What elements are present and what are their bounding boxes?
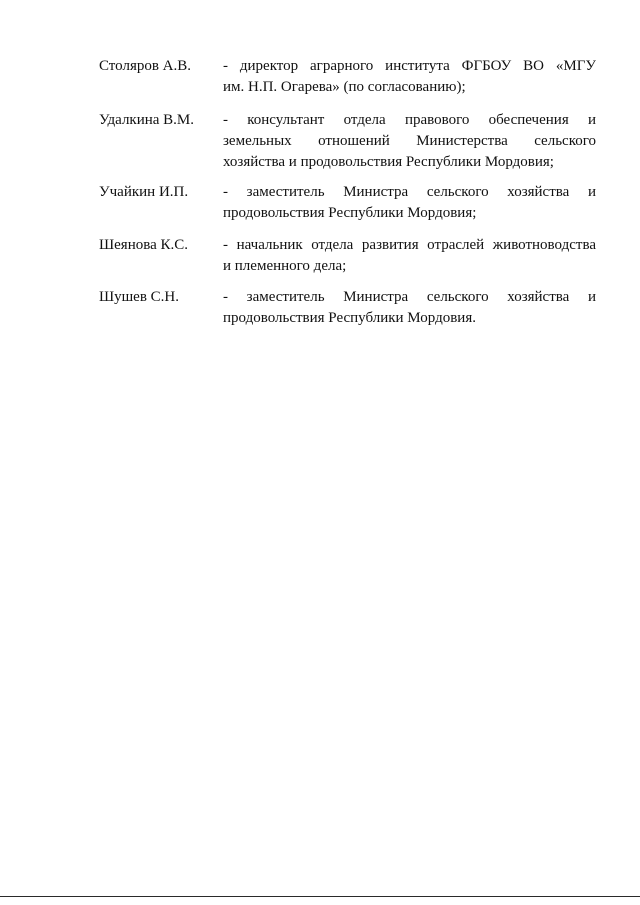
member-name: Шеянова К.С. (99, 237, 189, 253)
description-line: продовольствия Республики Мордовия. (223, 310, 476, 326)
description-line: им. Н.П. Огарева» (по согласованию); (223, 79, 466, 95)
member-name: Удалкина В.М. (99, 112, 195, 128)
description-line: - заместитель Министра сельского хозяйства и (223, 184, 596, 200)
description-line: - заместитель Министра сельского хозяйства и (223, 289, 596, 305)
member-description (223, 56, 596, 98)
member-description (223, 235, 596, 277)
member-description (223, 110, 596, 173)
member-description (223, 182, 596, 224)
member-name: Учайкин И.П. (99, 184, 189, 200)
description-line: земельных отношений Министерства сельского (223, 133, 596, 149)
description-line: - начальник отдела развития отраслей животноводства (223, 237, 596, 253)
description-line: и племенного дела; (223, 258, 347, 274)
description-line: - директор аграрного института ФГБОУ ВО «МГУ (223, 58, 596, 74)
description-line: - консультант отдела правового обеспечения и (223, 112, 596, 128)
member-name: Шушев С.Н. (99, 289, 180, 305)
description-line: хозяйства и продовольствия Республики Мордовия; (223, 154, 554, 170)
member-name: Столяров А.В. (99, 58, 192, 74)
member-description (223, 287, 596, 329)
description-line: продовольствия Республики Мордовия; (223, 205, 477, 221)
scan-edge-line (0, 896, 640, 897)
